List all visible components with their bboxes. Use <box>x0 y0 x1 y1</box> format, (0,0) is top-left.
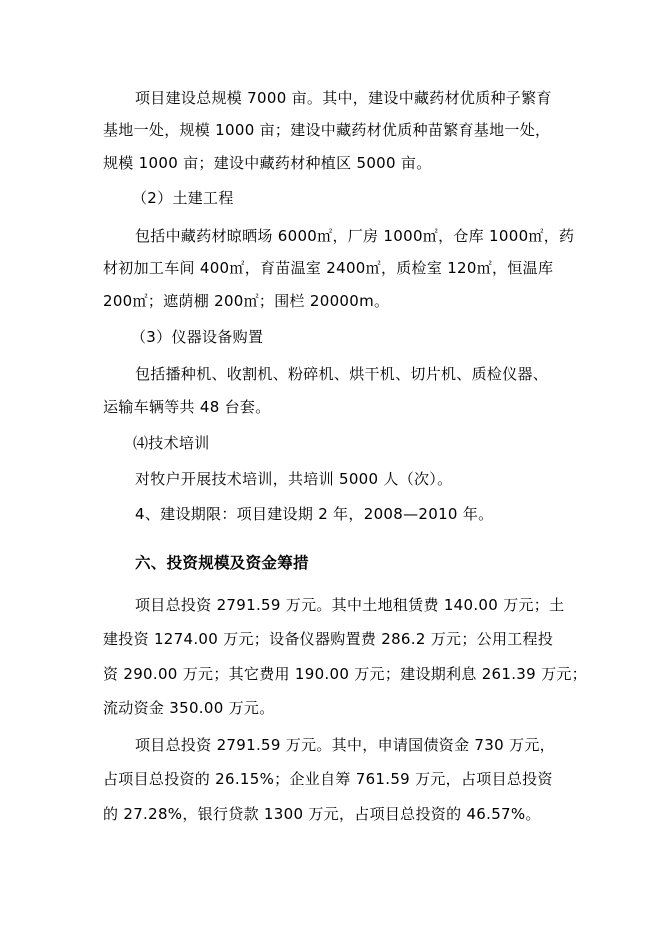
investment-paragraph-line-4: 流动资金 350.00 万元。 <box>103 699 275 717</box>
investment-paragraph-line-2: 建投资 1274.00 万元；设备仪器购置费 286.2 万元；公用工程投 <box>103 630 554 648</box>
scale-paragraph-line-3: 规模 1000 亩；建设中藏药材种植区 5000 亩。 <box>103 154 432 172</box>
training-line: 对牧户开展技术培训，共培训 5000 人（次）。 <box>135 470 453 488</box>
funding-paragraph-line-1: 项目总投资 2791.59 万元。其中，申请国债资金 730 万元， <box>135 736 555 754</box>
equipment-line-1: 包括播种机、收割机、粉碎机、烘干机、切片机、质检仪器、 <box>135 365 549 383</box>
scale-paragraph-line-1: 项目建设总规模 7000 亩。其中，建设中藏药材优质种子繁育 <box>135 89 552 107</box>
construction-period: 4、建设期限：项目建设期 2 年，2008—2010 年。 <box>135 505 494 523</box>
equipment-heading: （3）仪器设备购置 <box>131 328 264 346</box>
civil-works-line-3: 200㎡；遮荫棚 200㎡；围栏 20000m。 <box>103 292 390 310</box>
funding-paragraph-line-3: 的 27.28%，银行贷款 1300 万元，占项目总投资的 46.57%。 <box>103 805 541 823</box>
investment-section-heading: 六、投资规模及资金筹措 <box>135 554 309 572</box>
civil-works-heading: （2）土建工程 <box>132 189 234 207</box>
funding-paragraph-line-2: 占项目总投资的 26.15%；企业自筹 761.59 万元，占项目总投资 <box>103 770 553 788</box>
training-heading: ⑷技术培训 <box>133 434 210 452</box>
civil-works-line-2: 材初加工车间 400㎡，育苗温室 2400㎡，质检室 120㎡，恒温库 <box>103 259 554 277</box>
investment-paragraph-line-1: 项目总投资 2791.59 万元。其中土地租赁费 140.00 万元；土 <box>135 596 565 614</box>
scale-paragraph-line-2: 基地一处，规模 1000 亩；建设中藏药材优质种苗繁育基地一处， <box>103 121 551 139</box>
investment-paragraph-line-3: 资 290.00 万元；其它费用 190.00 万元；建设期利息 261.39 万元； <box>103 665 587 683</box>
equipment-line-2: 运输车辆等共 48 台套。 <box>103 398 271 416</box>
civil-works-line-1: 包括中藏药材晾晒场 6000㎡，厂房 1000㎡，仓库 1000㎡，药 <box>135 227 575 245</box>
